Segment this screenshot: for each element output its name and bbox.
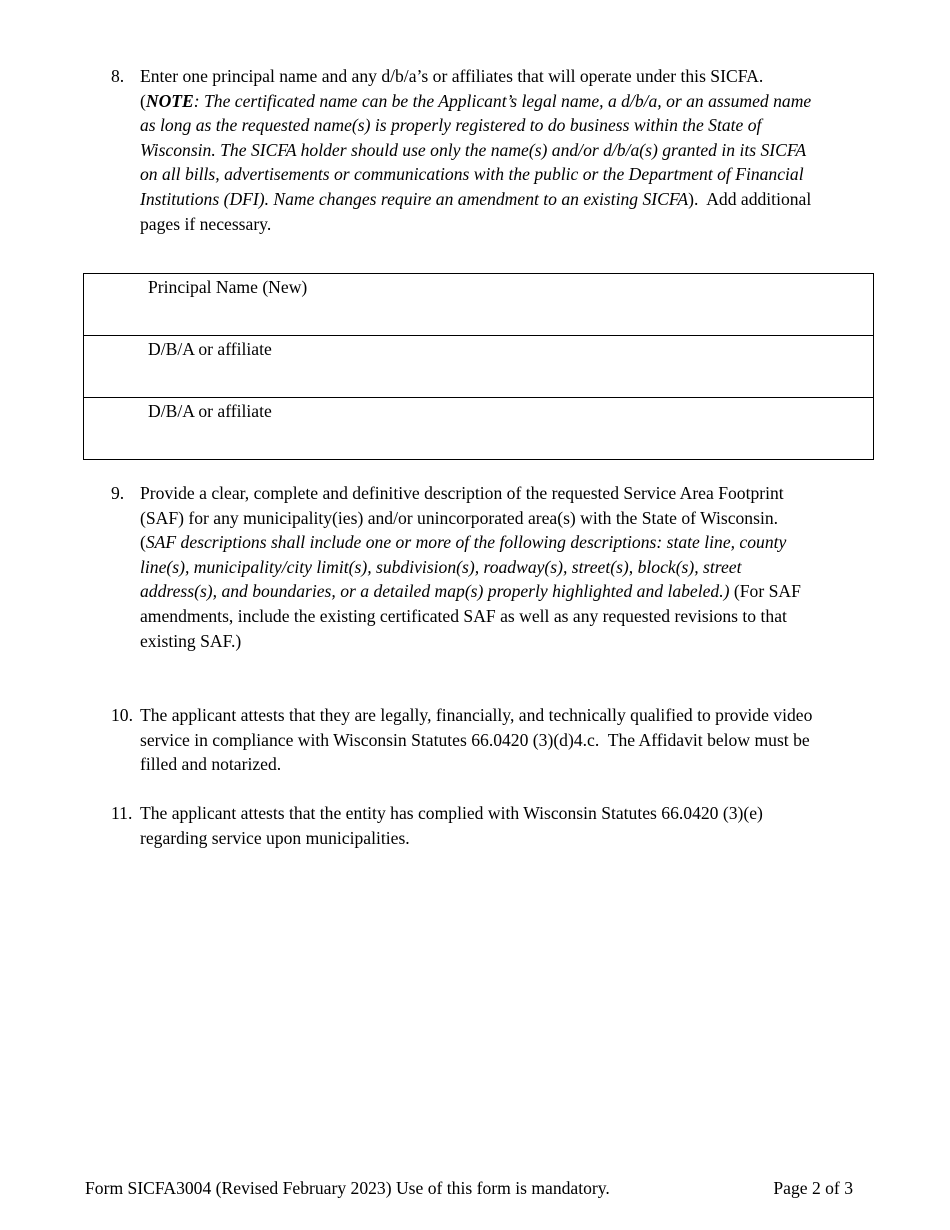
text-line [140,481,920,506]
text-line [140,703,920,728]
text-line [140,801,920,826]
text-run: The applicant attests that they are legally, financially, and technically qualified to provide video [140,705,813,725]
text-run: regarding service upon municipalities. [140,827,410,848]
emphasis-text: line(s), municipality/city limit(s), subdivision(s), roadway(s), street(s), block(s), street [140,556,742,577]
field-label: D/B/A or affiliate [148,401,272,421]
emphasis-text: : The certificated name can be the Applicant’s legal name, a d/b/a, or an assumed name [193,90,812,111]
emphasis-text: address(s), and boundaries, or a detailed map(s) properly highlighted and labeled.) [140,581,730,602]
text-run: ). Add additional [688,188,812,209]
text-line [140,826,920,851]
text-line [140,530,920,555]
text-line [140,728,920,753]
text-run: ( [140,532,146,553]
text-run: Provide a clear, complete and definitive description of the requested Service Area Footprint [140,483,784,503]
text-line [140,579,920,604]
field-label: Principal Name (New) [148,277,308,297]
text-line [140,604,920,629]
text-run: Enter one principal name and any d/b/a’s or affiliates that will operate under this SICFA. [140,66,764,86]
text-run: pages if necessary. [140,213,272,234]
text-run: existing SAF.) [140,630,242,651]
text-run: service in compliance with Wisconsin Statutes 66.0420 (3)(d)4.c. The Affidavit below must be [140,729,810,750]
text-run: filled and notarized. [140,754,282,775]
emphasis-text: Wisconsin. The SICFA holder should use only the name(s) and/or d/b/a(s) granted in its SICFA [140,139,807,160]
dba-affiliate-field[interactable] [84,398,874,460]
text-line [140,555,920,580]
text-line [140,752,920,777]
principal-name-table [83,273,874,460]
item-number: 8. [111,66,125,86]
item-text [140,481,920,653]
text-line [140,138,920,163]
text-line [140,187,920,212]
text-run: (For SAF [729,581,801,602]
emphasis-text: NOTE [145,90,194,111]
item-text [140,64,920,236]
text-line [140,629,920,654]
text-line [140,64,920,89]
text-run: amendments, include the existing certificated SAF as well as any requested revisions to that [140,605,787,626]
item-number: 9. [111,483,125,503]
emphasis-text: SAF descriptions shall include one or more of the following descriptions: state line, county [145,532,787,553]
item-number: 10. [111,705,133,725]
text-run: (SAF) for any municipality(ies) and/or unincorporated area(s) with the State of Wisconsin. [140,507,779,528]
text-line [140,162,920,187]
field-label: D/B/A or affiliate [148,339,272,359]
table-row [84,398,874,460]
item-text [140,801,920,850]
table-row [84,336,874,398]
table-row [84,274,874,336]
item-number: 11. [111,803,133,823]
form-footer: Form SICFA3004 (Revised February 2023) Use of this form is mandatory. [85,1178,610,1198]
principal-name-field[interactable] [84,274,874,336]
text-line [140,89,920,114]
text-line [140,113,920,138]
text-line [140,212,920,237]
item-text [140,703,920,777]
emphasis-text: Institutions (DFI). Name changes require an amendment to an existing SICFA [140,188,689,209]
page-number: Page 2 of 3 [773,1178,853,1198]
text-run: The applicant attests that the entity has complied with Wisconsin Statutes 66.0420 (3)(e) [140,803,763,823]
emphasis-text: as long as the requested name(s) is properly registered to do business within the State of [140,115,762,136]
emphasis-text: on all bills, advertisements or communications with the public or the Department of Financial [140,164,804,185]
dba-affiliate-field[interactable] [84,336,874,398]
text-run: ( [140,90,146,111]
text-line [140,506,920,531]
